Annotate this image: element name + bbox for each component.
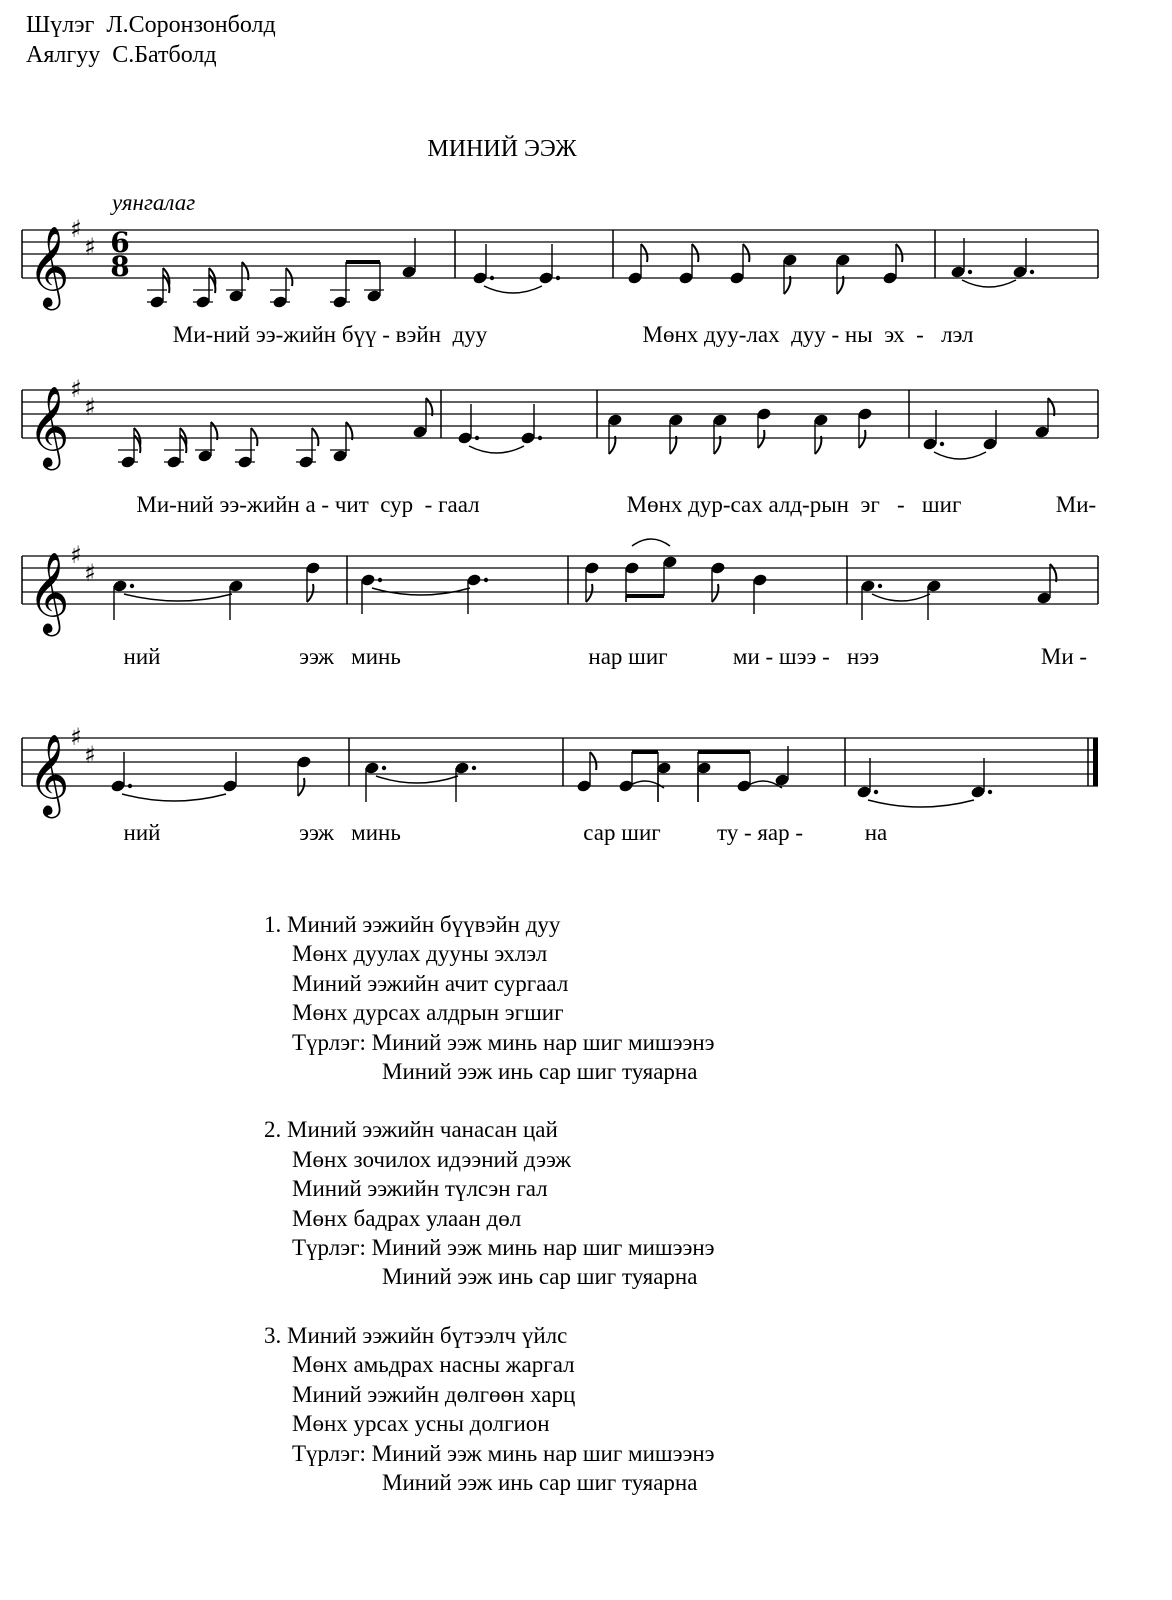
flag [242,262,248,280]
dot [968,270,972,274]
refrain-line [264,1028,715,1057]
lyric-segment: ми - шээ - нээ [732,644,880,669]
verse-line: Миний ээжийн дөлгөөн харц [292,1381,576,1407]
staff-system [0,360,1172,467]
lyric-row-3 [0,644,1172,678]
flag [758,430,764,448]
lyric-segment: ээж минь [299,644,401,669]
flag [312,428,318,446]
tie [122,794,226,801]
tie [469,446,524,453]
lyric-segment: Ми-ний ээ-жийн а - чит сур - гаал [136,492,480,517]
flag [251,428,257,446]
slur [632,539,670,546]
dot [128,784,132,788]
lyric-segment: ний [123,644,161,669]
refrain-line: Миний ээж инь сар шиг туяарна [382,1059,698,1085]
time-signature-numerator: 6 [110,226,130,259]
lyricist-credit: Шүлэг Л.Соронзонболд [26,12,276,38]
tie [484,286,542,293]
sharp-icon: ♯ [84,233,96,261]
flag [298,778,304,796]
credits [26,10,276,70]
flag [307,584,313,602]
dot [382,766,386,770]
verse-line [264,910,715,939]
lyric-segment: ээж минь [299,820,401,845]
sharp-icon: ♯ [70,215,82,243]
refrain-text: Миний ээж минь нар шиг мишээнэ [371,1235,715,1261]
dot [878,584,882,588]
flag [815,436,821,454]
lyric-segment: нар шиг [588,644,668,669]
final-barline [1093,738,1098,786]
flag [1048,398,1054,416]
flag [712,584,718,602]
dot [556,276,560,280]
verse-text: Миний ээжийн бүтээлч үйлс [287,1322,568,1348]
lyric-segment: Мөнх дуу-лах дуу - ны эх - лэл [642,322,974,347]
lyric-segment: Ми-ний ээ-жийн бүү - вэйн дуу [172,322,488,347]
sharp-icon: ♯ [84,393,96,421]
song-title: МИНИЙ ЭЭЖ [427,136,577,162]
verse-2 [264,1115,715,1291]
lyric-segment: Ми - [1040,644,1088,669]
verse-line: Мөнх зочилох идээний дээж [292,1146,571,1172]
flag [859,430,865,448]
refrain-line [264,1233,715,1262]
verse-3 [264,1321,715,1497]
verse-line: Миний ээжийн ачит сургаал [292,970,569,996]
flag [784,276,790,294]
flag [1050,564,1056,582]
verse-line: Мөнх урсах усны долгион [292,1411,550,1437]
verse-text: Миний ээжийн бүүвэйн дуу [287,912,561,937]
tie [868,800,974,807]
lyric-row-4 [0,820,1172,854]
flag [590,752,596,770]
flag [714,436,720,454]
flag [641,244,647,262]
flag [286,268,292,286]
tempo-marking: уянгалаг [112,190,196,215]
verse-1 [264,910,715,1086]
verse-line: Мөнх амьдрах насны жаргал [292,1352,575,1378]
dot [378,578,382,582]
tie [962,280,1016,287]
sharp-icon: ♯ [70,375,82,403]
dot [475,436,479,440]
lyric-segment: Ми- [1055,492,1097,517]
verse-line: Мөнх дуулах дууны эхлэл [292,941,548,967]
lyric-row-1 [0,322,1172,356]
dot [1030,270,1034,274]
dot [538,436,542,440]
flag [837,276,843,294]
refrain-label: Түрлэг: [292,1029,366,1055]
flag [426,398,432,416]
flag [211,422,217,440]
tie [934,452,986,459]
flag [896,244,902,262]
verse-number: 2. [264,1117,282,1143]
staff-system [0,200,1172,307]
flag [670,436,676,454]
verse-line [264,1115,715,1144]
refrain-line: Миний ээж инь сар шиг туяарна [382,1469,698,1495]
lyric-segment: на [864,820,888,845]
staff-system [0,526,1172,633]
verse-line: Миний ээжийн түлсэн гал [292,1176,548,1202]
flag [609,436,615,454]
flag [346,422,352,440]
composer-credit: Аялгуу С.Батболд [26,42,217,68]
refrain-text: Миний ээж минь нар шиг мишээнэ [371,1440,715,1466]
treble-clef-icon: 𝄞 [28,225,70,307]
lyric-segment: ту - яар - [716,820,804,845]
flag [743,244,749,262]
treble-clef-icon: 𝄞 [28,551,70,633]
refrain-label: Түрлэг: [292,1440,366,1466]
verse-text: Миний ээжийн чанасан цай [287,1117,558,1143]
lyric-segment: сар шиг [583,820,661,845]
lyric-segment: ний [123,820,161,845]
treble-clef-icon: 𝄞 [28,733,70,815]
verse-line: Мөнх дурсах алдрын эгшиг [292,1000,564,1026]
refrain-label: Түрлэг: [292,1235,366,1261]
refrain-line: Миний ээж инь сар шиг туяарна [382,1264,698,1290]
refrain-text: Миний ээж минь нар шиг мишээнэ [371,1029,715,1055]
verse-line [264,1321,715,1350]
sharp-icon: ♯ [70,541,82,569]
sharp-icon: ♯ [70,723,82,751]
tie [872,594,930,601]
lyric-segment: Мөнх дур-сах алд-рын эг - шиг [626,492,962,517]
verses [264,910,715,1526]
flag [586,584,592,602]
sharp-icon: ♯ [84,559,96,587]
dot [874,790,878,794]
flag [692,244,698,262]
verse-number: 3. [264,1322,282,1348]
dot [130,584,134,588]
tie [376,776,458,783]
staff-system [0,708,1172,815]
lyric-row-2 [0,492,1172,526]
verse-number: 1. [264,912,282,937]
verse-line: Мөнх бадрах улаан дөл [292,1205,522,1231]
dot [940,442,944,446]
tie [124,594,232,601]
dot [484,578,488,582]
dot [490,276,494,280]
dot [472,766,476,770]
dot [988,790,992,794]
refrain-line [264,1439,715,1468]
treble-clef-icon: 𝄞 [28,385,70,467]
sharp-icon: ♯ [84,741,96,769]
time-signature-denominator: 8 [110,250,130,283]
